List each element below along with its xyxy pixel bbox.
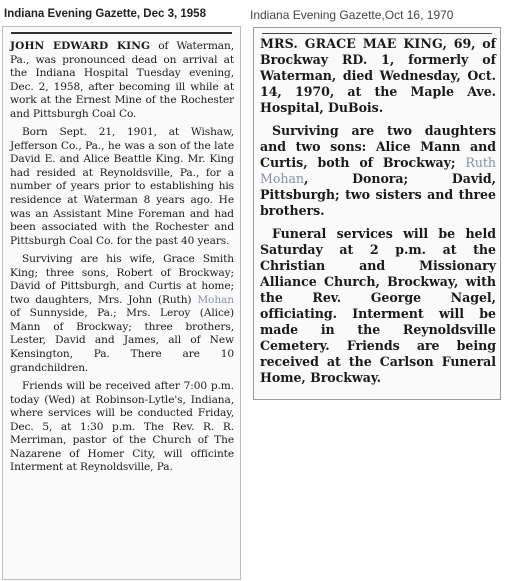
paragraph-2-text-a: Surviving are two daughters and two sons: Alice Mann and Curtis, both of Brockway; (260, 123, 496, 170)
top-rule (11, 32, 232, 34)
paragraph-4: Friends will be received after 7:00 p.m. today (Wed) at Robinson-Lytle's, Indiana, where services will be conducted Friday, Dec. 5, at 1:30 p.m. The Rev. R. R. Merriman, pastor of the Church of The Nazarene of Homer City, will officinte Interment at Reynoldsville, Pa. (10, 380, 234, 474)
obituary-text (260, 36, 496, 393)
paragraph-1-text: 69, of Brockway RD. 1, formerly of Waterman, died Wednesday, Oct. 14, 1970, at the Maple Ave. Hospital, DuBois. (260, 36, 496, 115)
paragraph-2: Born Sept. 21, 1901, at Wishaw, Jefferson Co., Pa., he was a son of the late David E. and Alice Beattle King. Mr. King had resided at Reynoldsville, Pa., for a number of years prior to establishing his residence at Waterman 8 years ago. He was an Assistant Mine Foreman and had been associated with the Rochester and Pittsburgh Coal Co. for the past 40 years. (10, 126, 234, 247)
obituary-clipping-1958 (2, 26, 241, 580)
deceased-name: JOHN EDWARD KING (10, 40, 151, 52)
obituary-text (10, 40, 234, 480)
paragraph-3-text-b: of Sunnyside, Pa.; Mrs. Leroy (Alice) Mann of Brockway; three brothers, Lester, David and James, all of New Kensington, Pa. There are 10 grandchildren. (10, 307, 234, 374)
paragraph-1 (10, 40, 234, 121)
paragraph-3 (10, 253, 234, 375)
paragraph-1 (260, 36, 496, 116)
paragraph-3-text-a: Surviving are his wife, Grace Smith King; three sons, Robert of Brockway; David of Pittsburgh, and Curtis at home; two daughters, Mrs. John (Ruth) (10, 253, 234, 306)
paragraph-2 (260, 123, 496, 219)
top-rule (262, 33, 492, 34)
paragraph-2-text-b: , Donora; David, Pittsburgh; two sisters and three brothers. (260, 171, 496, 218)
left-clipping-caption: Indiana Evening Gazette, Dec 3, 1958 (4, 8, 206, 20)
paragraph-3: Funeral services will be held Saturday at 2 p.m. at the Christian and Missionary Alliance Church, Brockway, with the Rev. George Nagel, officiating. Interment will be made in the Reynoldsville Cemetery. Friends are being received at the Carlson Funeral Home, Brockway. (260, 226, 496, 385)
highlighted-name: Ruth Mohan (260, 155, 496, 186)
highlighted-surname: Mohan (197, 293, 234, 306)
right-clipping-caption: Indiana Evening Gazette,Oct 16, 1970 (250, 8, 454, 22)
paragraph-1-text: of Waterman, Pa., was pronounced dead on arrival at the Indiana Hospital Tuesday evening, Dec. 2, 1958, after becoming ill while at work at the Ernest Mine of the Rochester and Pittsburgh Coal Co. (10, 40, 234, 120)
obituary-clipping-1970 (253, 27, 501, 400)
deceased-name: MRS. GRACE MAE KING, (260, 36, 447, 51)
